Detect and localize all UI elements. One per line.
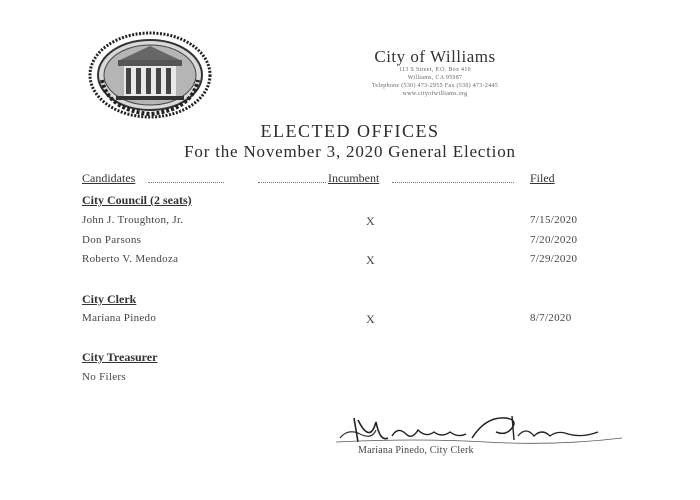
column-header-filed: Filed [530,171,555,185]
section-title-city-council: City Council (2 seats) [82,193,192,207]
filed-date: 8/7/2020 [530,312,572,324]
document-subtitle: For the November 3, 2020 General Election [184,142,516,161]
letterhead-website-line: www.cityofwilliams.org [402,91,468,97]
letterhead-address-line: 113 S Street, P.O. Box 410 [399,67,471,73]
section-title-city-treasurer: City Treasurer [82,350,158,364]
no-filers-note: No Filers [82,371,126,383]
leader-dots [258,182,326,183]
candidate-name: Roberto V. Mendoza [82,253,179,265]
document-title: ELECTED OFFICES [260,121,440,141]
filed-date: 7/20/2020 [530,234,578,246]
letterhead-address-line: Williams, CA 95987 [407,75,463,81]
incumbent-mark: X [366,214,375,228]
city-seal [88,30,212,120]
letterhead-phone-line: Telephone (530) 473-2955 Fax (530) 473-2445 [371,83,499,89]
incumbent-mark: X [366,312,375,326]
filed-date: 7/15/2020 [530,214,578,226]
signature-caption: Mariana Pinedo, City Clerk [358,445,474,456]
leader-dots [392,182,514,183]
column-header-incumbent: Incumbent [328,171,380,185]
filed-date: 7/29/2020 [530,253,578,265]
letterhead [330,48,540,98]
section-title-city-clerk: City Clerk [82,292,137,306]
candidate-name: Don Parsons [82,234,142,246]
candidate-name: Mariana Pinedo [82,312,157,324]
incumbent-mark: X [366,253,375,267]
column-header-candidates: Candidates [82,171,136,185]
leader-dots [148,182,224,183]
city-name: City of Williams [374,47,496,66]
handwritten-signature [336,408,626,448]
candidate-name: John J. Troughton, Jr. [82,214,184,226]
